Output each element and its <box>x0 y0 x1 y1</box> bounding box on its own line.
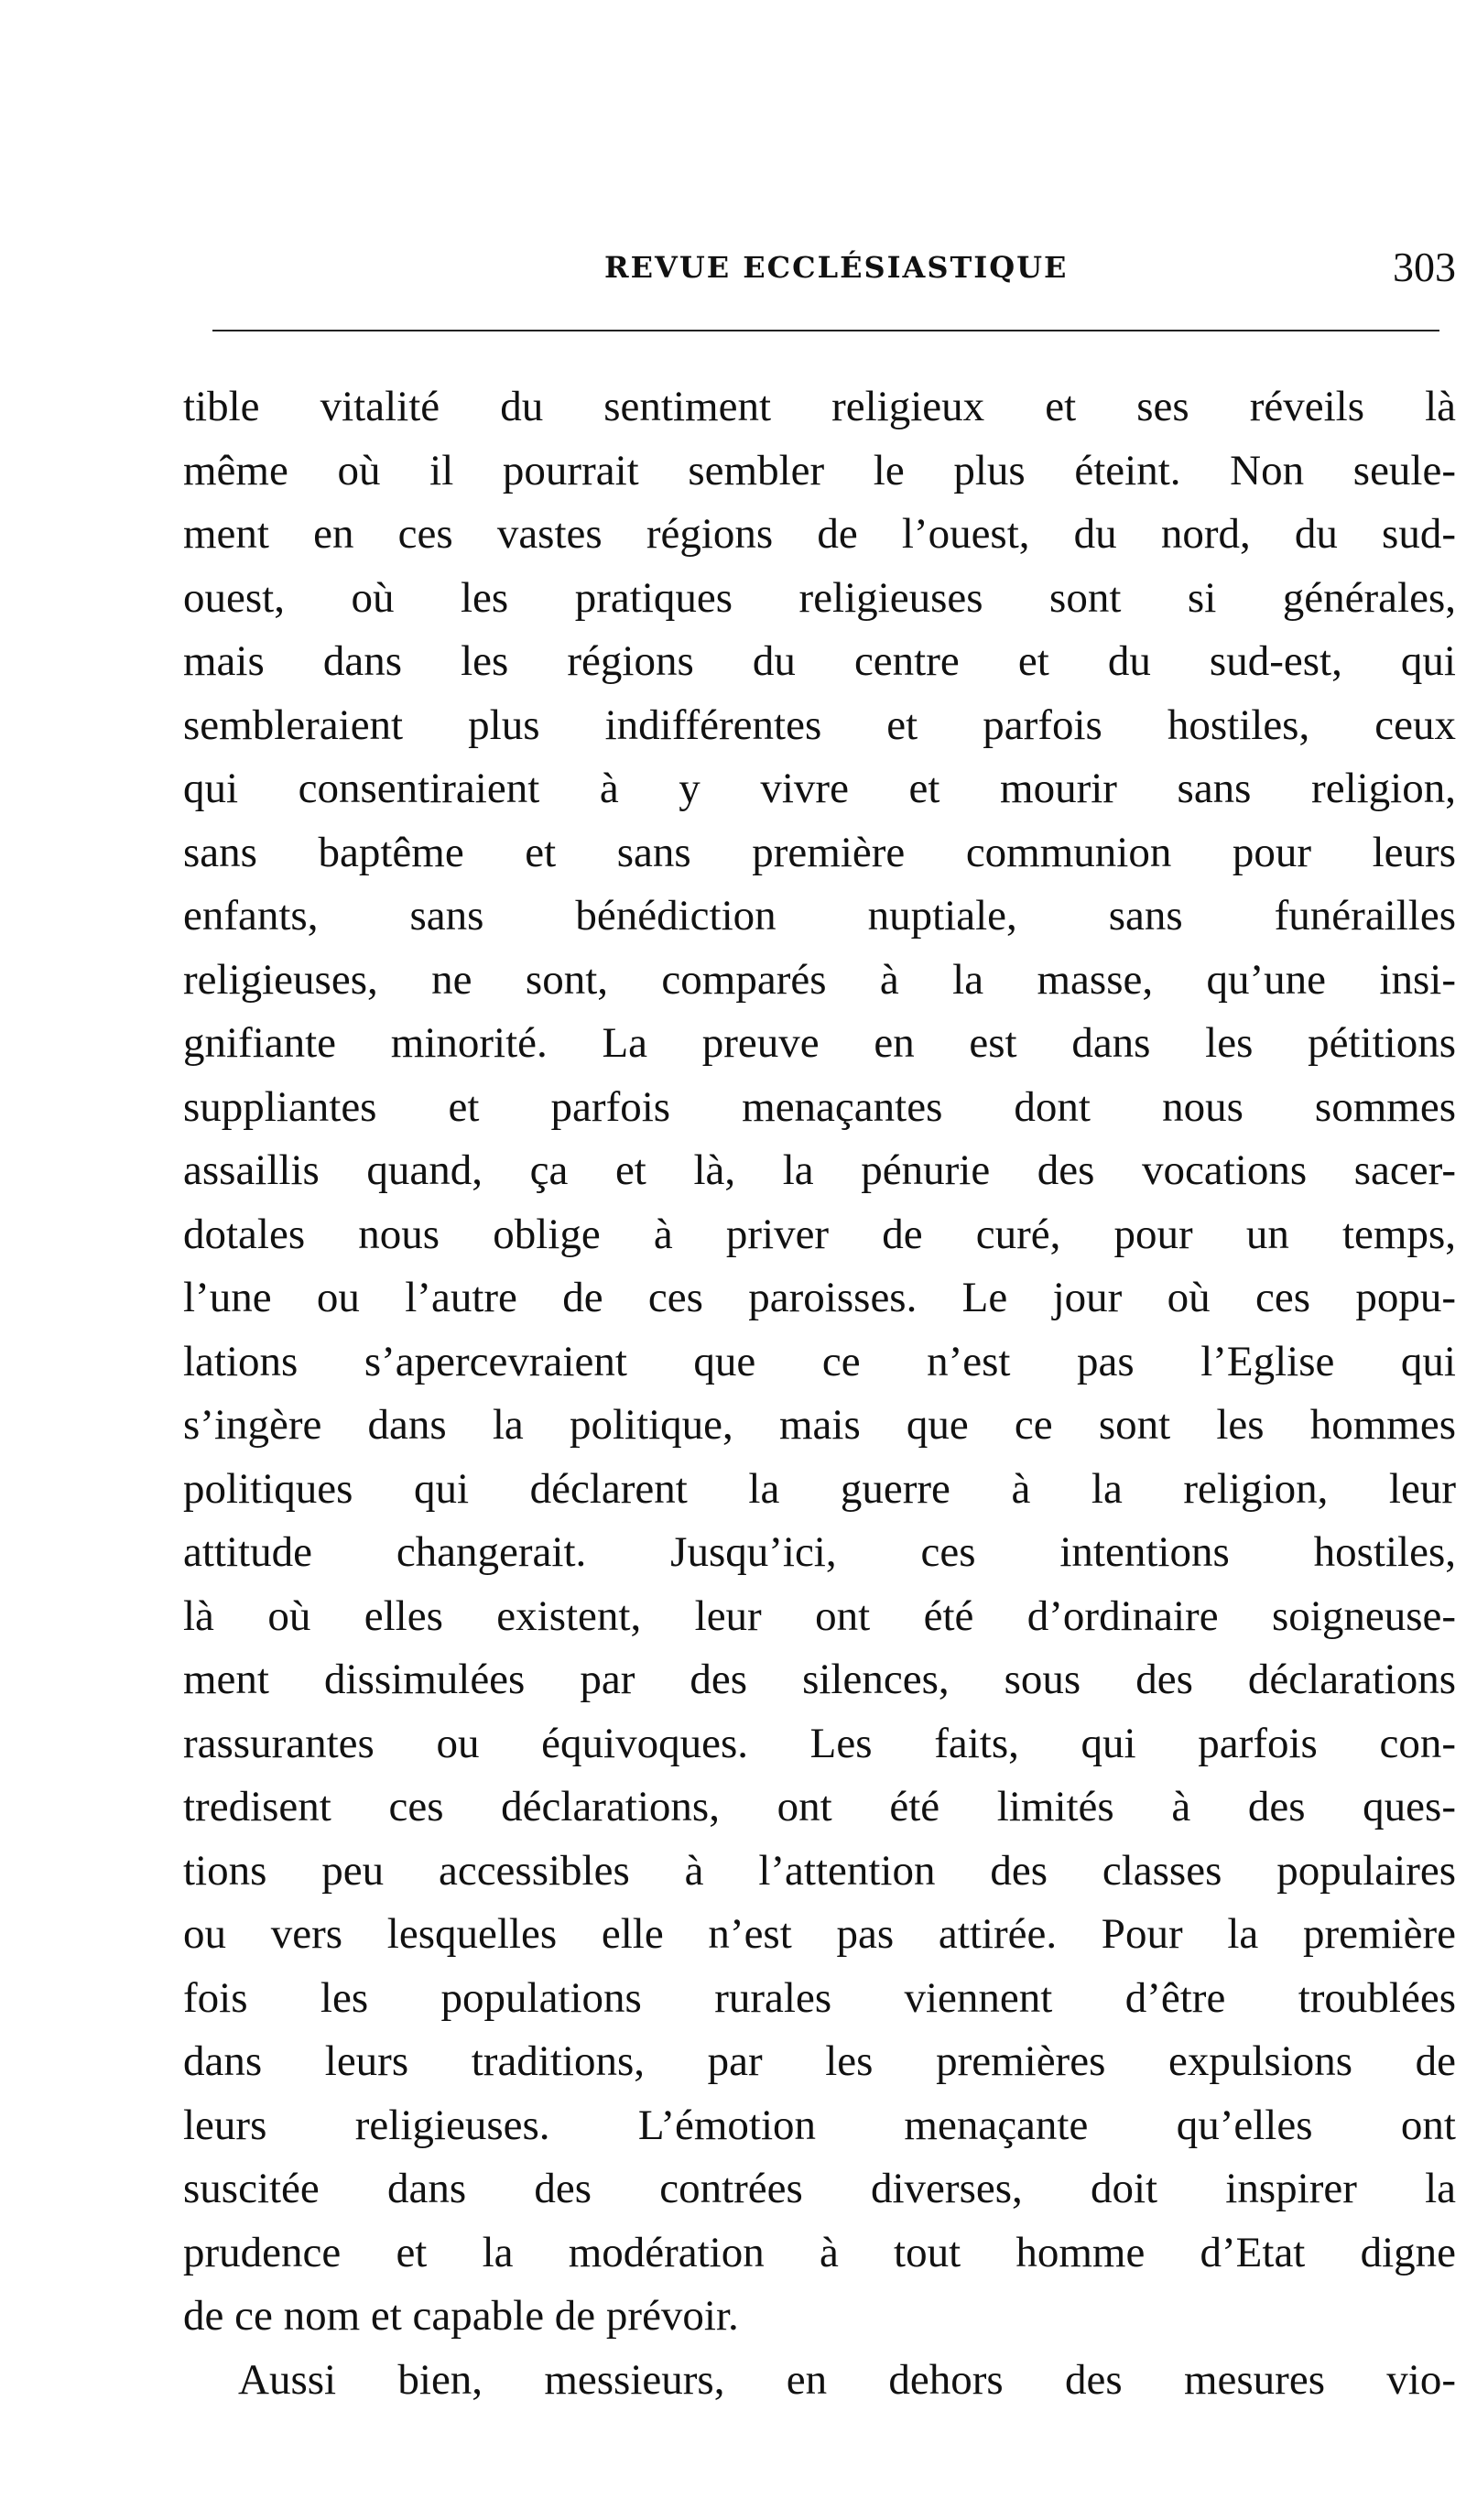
text-line: fois les populations rurales viennent d’être troublées <box>183 1973 1456 2022</box>
text-line: religieuses, ne sont, comparés à la masse, qu’une insi- <box>183 955 1456 1004</box>
text-line: rassurantes ou équivoques. Les faits, qui parfois con- <box>183 1719 1456 1767</box>
page-number: 303 <box>1393 244 1456 290</box>
text-line: enfants, sans bénédiction nuptiale, sans funérailles <box>183 892 1456 940</box>
text-line: leurs religieuses. L’émotion menaçante qu’elles ont <box>183 2101 1456 2149</box>
text-line: sans baptême et sans première communion pour leurs <box>183 828 1456 876</box>
text-line: politiques qui déclarent la guerre à la religion, leur <box>183 1464 1456 1513</box>
header-rule <box>212 330 1439 331</box>
text-line: ou vers lesquelles elle n’est pas attirée. Pour la première <box>183 1910 1456 1958</box>
text-line: tions peu accessibles à l’attention des classes populaires <box>183 1846 1456 1895</box>
text-line: attitude changerait. Jusqu’ici, ces intentions hostiles, <box>183 1528 1456 1576</box>
text-line: mais dans les régions du centre et du sud-est, qui <box>183 637 1456 685</box>
text-line: de ce nom et capable de prévoir. <box>183 2292 739 2340</box>
text-line: là où elles existent, leur ont été d’ordinaire soigneuse- <box>183 1591 1456 1640</box>
text-line: tredisent ces déclarations, ont été limités à des ques- <box>183 1783 1456 1830</box>
text-line: ment en ces vastes régions de l’ouest, du nord, du sud- <box>183 510 1456 558</box>
text-line: qui consentiraient à y vivre et mourir sans religion, <box>183 765 1456 812</box>
text-line: suscitée dans des contrées diverses, doit inspirer la <box>183 2165 1456 2212</box>
text-line: Aussi bien, messieurs, en dehors des mesures vio- <box>238 2355 1456 2404</box>
text-line: même où il pourrait sembler le plus éteint. Non seule- <box>183 446 1456 494</box>
text-line: ment dissimulées par des silences, sous des déclarations <box>183 1656 1456 1703</box>
text-line: prudence et la modération à tout homme d’Etat digne <box>183 2228 1456 2276</box>
body-text <box>183 375 1456 2412</box>
running-head <box>192 243 1456 298</box>
text-line: sembleraient plus indifférentes et parfois hostiles, ceux <box>183 701 1456 749</box>
journal-title: REVUE ECCLÉSIASTIQUE <box>604 250 1069 285</box>
text-line: tible vitalité du sentiment religieux et ses réveils là <box>183 383 1456 430</box>
text-line: gnifiante minorité. La preuve en est dans les pétitions <box>183 1019 1456 1067</box>
text-line: dotales nous oblige à priver de curé, pour un temps, <box>183 1210 1456 1258</box>
text-line: dans leurs traditions, par les premières expulsions de <box>183 2037 1456 2085</box>
text-line: l’une ou l’autre de ces paroisses. Le jour où ces popu- <box>183 1274 1456 1321</box>
text-line: s’ingère dans la politique, mais que ce sont les hommes <box>183 1401 1456 1449</box>
text-line: suppliantes et parfois menaçantes dont nous sommes <box>183 1082 1456 1131</box>
text-line: lations s’apercevraient que ce n’est pas l’Eglise qui <box>183 1337 1456 1385</box>
text-line: ouest, où les pratiques religieuses sont si générales, <box>183 573 1456 622</box>
text-line: assaillis quand, ça et là, la pénurie des vocations sacer- <box>183 1146 1456 1194</box>
